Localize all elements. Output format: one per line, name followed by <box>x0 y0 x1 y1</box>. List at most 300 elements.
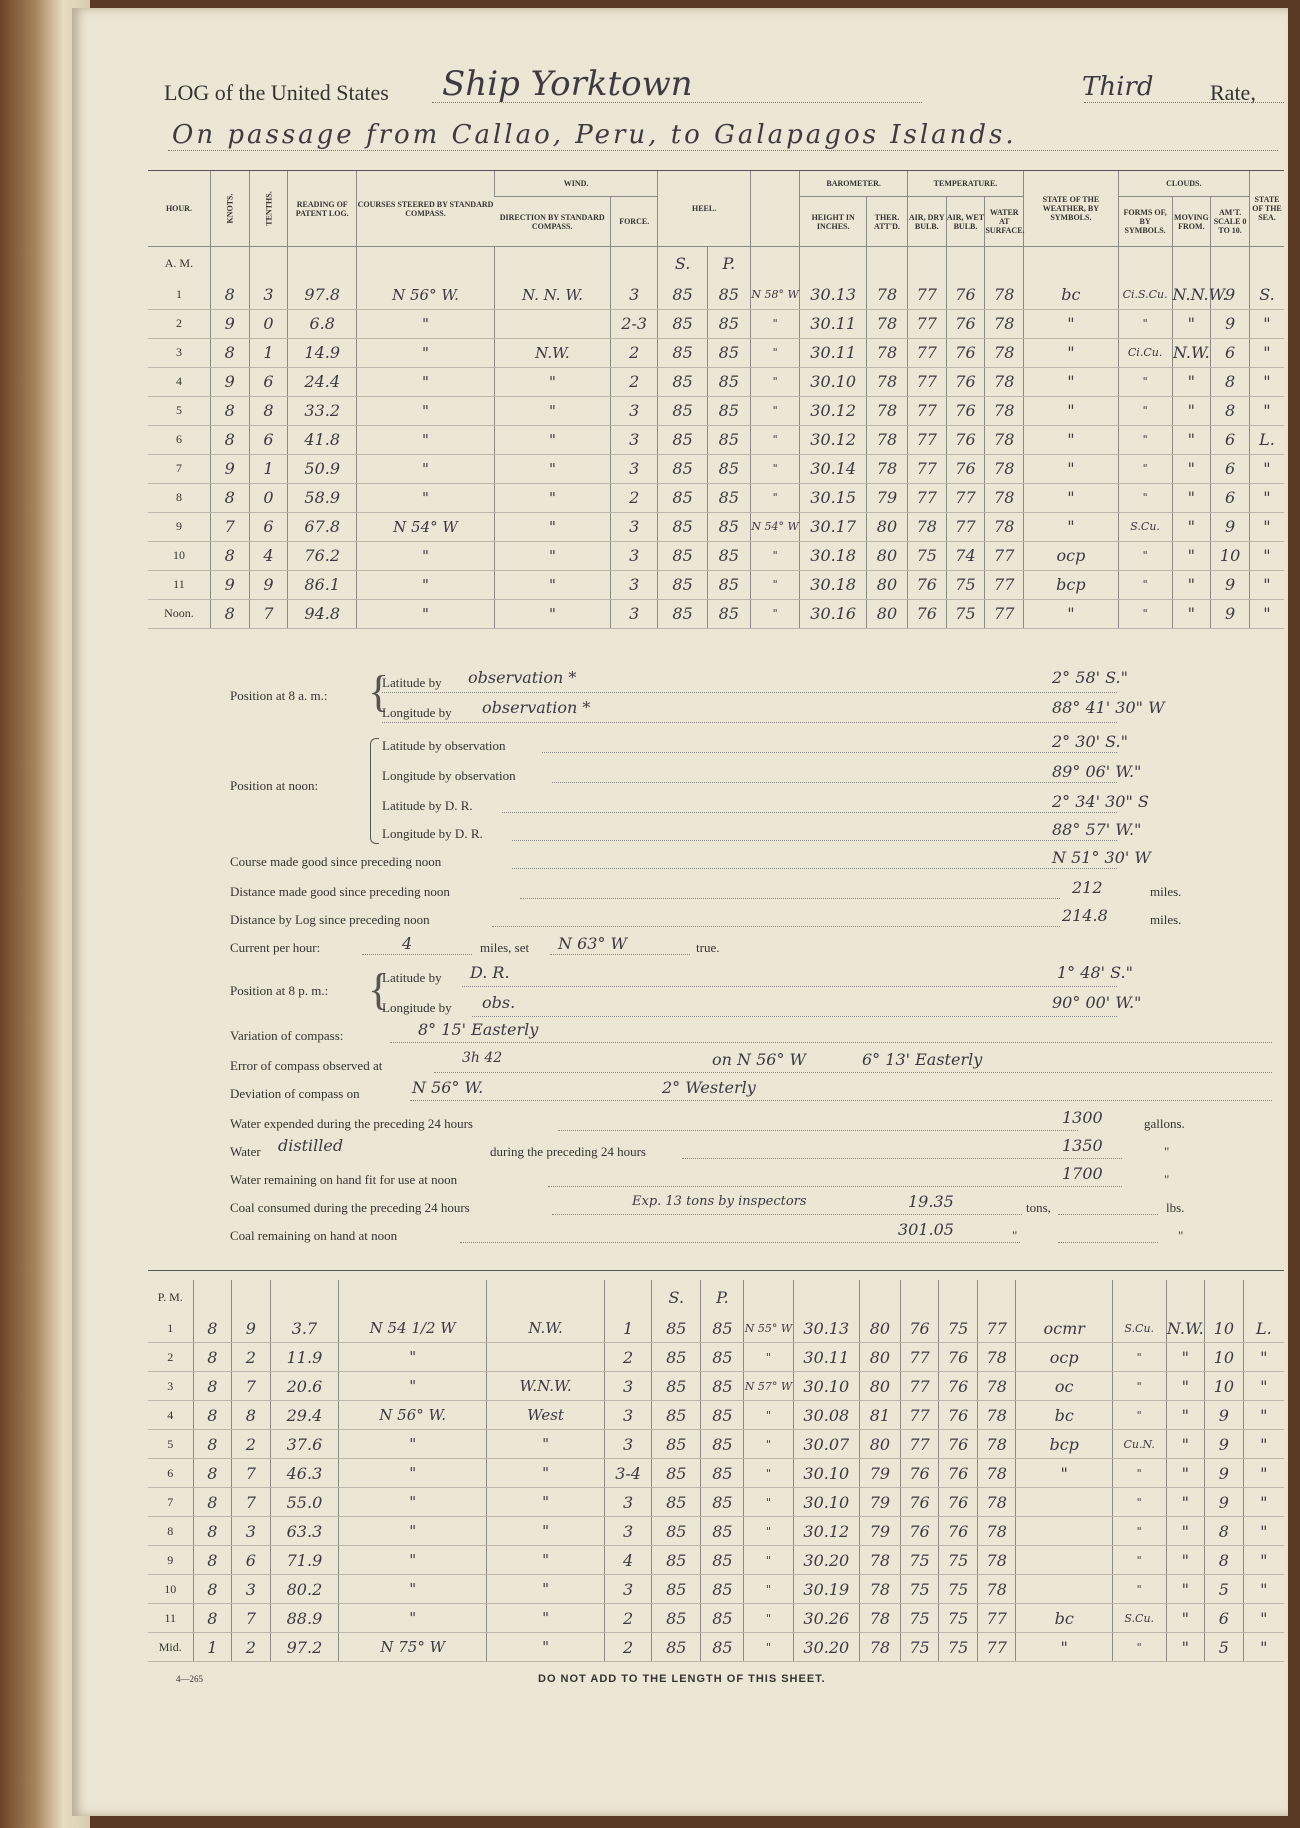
pm-cell-hour: 6 <box>148 1459 193 1488</box>
am-cell-sea-state: L. <box>1249 425 1284 454</box>
pm-cell-heel-course: " <box>744 1430 793 1459</box>
am-cell-baro-ther: 78 <box>867 338 908 367</box>
pos-8am-label: Position at 8 a. m.: <box>230 688 328 703</box>
pm-cell-course: " <box>339 1517 487 1546</box>
water-dist-dots <box>682 1158 1122 1159</box>
pm-cell-cloud-forms: " <box>1112 1401 1166 1430</box>
coal-rem-value: 301.05 <box>898 1220 954 1239</box>
pos-8pm-lat-method: D. R. <box>470 963 510 982</box>
am-cell-course: N 56° W. <box>357 281 495 310</box>
am-cell-cloud-amount: 6 <box>1211 425 1250 454</box>
deviation-label: Deviation of compass on <box>230 1086 360 1101</box>
pm-cell-weather: " <box>1016 1459 1112 1488</box>
am-cell-heel-course: " <box>750 483 799 512</box>
am-cell-cloud-moving: " <box>1172 483 1211 512</box>
am-cell-course: " <box>357 338 495 367</box>
am-cell-cloud-amount: 9 <box>1211 512 1250 541</box>
am-cell-tenths: 1 <box>249 454 288 483</box>
deviation-course: N 56° W. <box>412 1078 484 1097</box>
pm-cell-weather: bc <box>1016 1401 1112 1430</box>
brace-8pm: { <box>368 965 390 1014</box>
water-dist-value: 1350 <box>1062 1136 1103 1155</box>
am-cell-air-wet: 75 <box>946 599 985 628</box>
pos-8pm-lon-value: 90° 00' W." <box>1052 993 1142 1012</box>
am-cell-air-wet: 76 <box>946 425 985 454</box>
am-cell-heel-s: 85 <box>658 512 707 541</box>
am-cell-cloud-moving: " <box>1172 367 1211 396</box>
am-cell-knots: 9 <box>210 367 249 396</box>
col-weather: STATE OF THE WEATHER, BY SYMBOLS. <box>1024 171 1119 247</box>
pm-cell-air-dry: 76 <box>900 1517 939 1546</box>
pm-cell-patent-log: 29.4 <box>270 1401 339 1430</box>
col-wind: WIND. <box>494 171 658 197</box>
pm-cell-sea-state: " <box>1243 1372 1284 1401</box>
am-cell-cloud-moving: N.W. <box>1172 338 1211 367</box>
am-rows <box>148 247 1284 629</box>
pm-cell-patent-log: 37.6 <box>270 1430 339 1459</box>
pm-cell-patent-log: 71.9 <box>270 1546 339 1575</box>
col-clouds: CLOUDS. <box>1118 171 1249 197</box>
pm-cell-weather: oc <box>1016 1372 1112 1401</box>
pm-cell-heel-s: 85 <box>652 1459 701 1488</box>
coal-rem-ditto: " <box>1012 1228 1018 1243</box>
pm-cell-tenths: 7 <box>232 1604 271 1633</box>
am-cell-wind-dir: N.W. <box>494 338 610 367</box>
pm-cell-cloud-moving: " <box>1166 1372 1205 1401</box>
col-wind-dir: DIRECTION BY STANDARD COMPASS. <box>499 212 605 231</box>
am-cell-air-dry: 77 <box>907 309 946 338</box>
pm-cell-baro-height: 30.11 <box>793 1343 859 1372</box>
pm-cell-baro-height: 30.13 <box>793 1314 859 1343</box>
pm-cell-baro-height: 30.10 <box>793 1372 859 1401</box>
pm-cell-air-dry: 75 <box>900 1546 939 1575</box>
am-cell-hour: 1 <box>148 281 210 310</box>
coal-rem-lbs-dots <box>1058 1242 1158 1243</box>
am-cell-heel-course: " <box>750 425 799 454</box>
am-cell-heel-s: 85 <box>658 425 707 454</box>
current-dots <box>362 954 472 955</box>
am-cell-tenths: 6 <box>249 367 288 396</box>
pm-cell-wind-dir: " <box>487 1517 605 1546</box>
am-cell-knots: 9 <box>210 309 249 338</box>
am-cell-baro-height: 30.13 <box>800 281 867 310</box>
col-tenths: TENTHS. <box>249 171 288 247</box>
pos-8am-lon-label: Longitude by <box>382 705 452 720</box>
pm-cell-tenths: 3 <box>232 1575 271 1604</box>
footer-notice: DO NOT ADD TO THE LENGTH OF THIS SHEET. <box>538 1673 826 1685</box>
am-cell-cloud-moving: " <box>1172 512 1211 541</box>
am-cell-baro-ther: 80 <box>867 541 908 570</box>
am-cell-wind-force: 3 <box>611 396 658 425</box>
am-cell-patent-log: 33.2 <box>288 396 357 425</box>
water-dist-method: distilled <box>278 1136 344 1155</box>
pm-cell-water-temp: 78 <box>977 1517 1016 1546</box>
am-cell-cloud-forms: " <box>1118 541 1172 570</box>
am-cell-hour: 5 <box>148 396 210 425</box>
pm-cell-cloud-forms: " <box>1112 1343 1166 1372</box>
pm-cell-heel-p: 85 <box>701 1459 744 1488</box>
pm-cell-heel-course: " <box>744 1459 793 1488</box>
dist-log-dots <box>492 926 1060 927</box>
am-cell-course: " <box>357 599 495 628</box>
pos-8pm-lon-label: Longitude by <box>382 1000 452 1015</box>
am-cell-tenths: 4 <box>249 541 288 570</box>
pm-cell-heel-p: 85 <box>701 1314 744 1343</box>
pm-cell-water-temp: 78 <box>977 1430 1016 1459</box>
pm-cell-cloud-amount: 8 <box>1205 1546 1244 1575</box>
am-cell-sea-state: " <box>1249 396 1284 425</box>
am-cell-course: " <box>357 454 495 483</box>
pm-cell-heel-s: 85 <box>652 1517 701 1546</box>
am-cell-water-temp: 77 <box>985 599 1024 628</box>
pm-cell-tenths: 2 <box>232 1633 271 1662</box>
pm-cell-weather: ocmr <box>1016 1314 1112 1343</box>
am-cell-air-wet: 76 <box>946 281 985 310</box>
pm-cell-wind-force: 3 <box>605 1401 652 1430</box>
am-cell-weather: " <box>1024 599 1119 628</box>
am-cell-air-dry: 77 <box>907 454 946 483</box>
pm-cell-cloud-forms: " <box>1112 1488 1166 1517</box>
pm-cell-baro-ther: 78 <box>860 1604 901 1633</box>
am-cell-water-temp: 78 <box>985 454 1024 483</box>
am-cell-tenths: 6 <box>249 425 288 454</box>
pm-cell-cloud-forms: " <box>1112 1575 1166 1604</box>
pos-8pm-lon-method: obs. <box>482 993 516 1012</box>
pm-cell-baro-ther: 79 <box>860 1459 901 1488</box>
am-cell-water-temp: 78 <box>985 309 1024 338</box>
col-heel: HEEL. <box>658 171 751 247</box>
am-table-row <box>148 454 1284 483</box>
am-cell-baro-height: 30.12 <box>800 425 867 454</box>
pm-cell-cloud-amount: 5 <box>1205 1633 1244 1662</box>
water-exp-value: 1300 <box>1062 1108 1103 1127</box>
am-cell-wind-force: 3 <box>611 512 658 541</box>
am-table-row <box>148 367 1284 396</box>
am-cell-wind-force: 3 <box>611 454 658 483</box>
coal-cons-value: 19.35 <box>908 1192 954 1211</box>
pm-table-row <box>148 1459 1284 1488</box>
am-cell-air-dry: 77 <box>907 425 946 454</box>
am-cell-weather: ocp <box>1024 541 1119 570</box>
pos-8pm-lon-dots <box>472 1016 1117 1017</box>
pm-cell-patent-log: 20.6 <box>270 1372 339 1401</box>
am-cell-heel-s: 85 <box>658 454 707 483</box>
pm-cell-wind-dir: " <box>487 1459 605 1488</box>
pm-cell-air-wet: 76 <box>939 1459 978 1488</box>
pm-cell-water-temp: 78 <box>977 1459 1016 1488</box>
am-cell-heel-s: 85 <box>658 281 707 310</box>
am-cell-sea-state: " <box>1249 483 1284 512</box>
pm-cell-patent-log: 3.7 <box>270 1314 339 1343</box>
am-cell-heel-s: 85 <box>658 541 707 570</box>
water-exp-unit: gallons. <box>1144 1116 1185 1131</box>
am-cell-cloud-amount: 9 <box>1211 309 1250 338</box>
pm-cell-wind-dir: " <box>487 1575 605 1604</box>
pm-cell-cloud-moving: " <box>1166 1459 1205 1488</box>
pm-cell-knots: 8 <box>193 1546 232 1575</box>
pm-heel-s: S. <box>652 1280 701 1314</box>
pm-cell-air-wet: 76 <box>939 1372 978 1401</box>
am-cell-cloud-forms: " <box>1118 454 1172 483</box>
pm-cell-weather <box>1016 1488 1112 1517</box>
am-table-row <box>148 281 1284 310</box>
pm-cell-sea-state: " <box>1243 1546 1284 1575</box>
pm-cell-heel-course: " <box>744 1575 793 1604</box>
pm-cell-air-wet: 76 <box>939 1488 978 1517</box>
am-cell-cloud-moving: N.N.W. <box>1172 281 1211 310</box>
am-cell-air-wet: 76 <box>946 367 985 396</box>
am-cell-water-temp: 78 <box>985 396 1024 425</box>
pm-cell-sea-state: " <box>1243 1401 1284 1430</box>
am-table-row <box>148 338 1284 367</box>
am-cell-tenths: 9 <box>249 570 288 599</box>
pm-cell-wind-dir: West <box>487 1401 605 1430</box>
pm-cell-wind-dir: W.N.W. <box>487 1372 605 1401</box>
am-cell-knots: 7 <box>210 512 249 541</box>
am-cell-heel-p: 85 <box>707 367 750 396</box>
col-baro-height: HEIGHT IN INCHES. <box>800 197 867 247</box>
pm-cell-tenths: 7 <box>232 1372 271 1401</box>
am-cell-patent-log: 50.9 <box>288 454 357 483</box>
course-label: Course made good since preceding noon <box>230 854 442 869</box>
pm-cell-sea-state: " <box>1243 1459 1284 1488</box>
pm-cell-heel-p: 85 <box>701 1517 744 1546</box>
pm-cell-hour: 3 <box>148 1372 193 1401</box>
am-cell-heel-p: 85 <box>707 541 750 570</box>
noon-lon-obs-dots <box>552 782 1117 783</box>
am-cell-heel-course: N 54° W <box>750 512 799 541</box>
am-cell-cloud-amount: 8 <box>1211 396 1250 425</box>
col-patent-log: READING OF PATENT LOG. <box>288 171 357 247</box>
pm-cell-cloud-moving: " <box>1166 1401 1205 1430</box>
col-hour: HOUR. <box>148 171 210 247</box>
pm-table-row <box>148 1546 1284 1575</box>
coal-cons-dots <box>552 1214 1022 1215</box>
am-cell-heel-p: 85 <box>707 309 750 338</box>
pos-8pm-lat-label: Latitude by <box>382 970 442 985</box>
pm-cell-baro-ther: 79 <box>860 1517 901 1546</box>
am-cell-heel-s: 85 <box>658 599 707 628</box>
pos-8am-lon-value: 88° 41' 30" W <box>1052 698 1165 717</box>
am-cell-baro-ther: 78 <box>867 367 908 396</box>
pm-cell-heel-course: " <box>744 1401 793 1430</box>
am-heel-p: P. <box>707 247 750 281</box>
am-cell-cloud-forms: " <box>1118 396 1172 425</box>
am-cell-cloud-moving: " <box>1172 599 1211 628</box>
pm-cell-patent-log: 46.3 <box>270 1459 339 1488</box>
am-cell-hour: 2 <box>148 309 210 338</box>
pm-cell-tenths: 2 <box>232 1343 271 1372</box>
coal-rem-lbs-ditto: " <box>1178 1228 1184 1243</box>
am-cell-heel-p: 85 <box>707 483 750 512</box>
pm-cell-sea-state: " <box>1243 1430 1284 1459</box>
am-cell-cloud-moving: " <box>1172 309 1211 338</box>
pm-table-row <box>148 1517 1284 1546</box>
am-cell-cloud-amount: 10 <box>1211 541 1250 570</box>
am-cell-knots: 8 <box>210 338 249 367</box>
am-cell-baro-height: 30.15 <box>800 483 867 512</box>
pm-cell-sea-state: " <box>1243 1633 1284 1662</box>
pm-cell-heel-p: 85 <box>701 1488 744 1517</box>
course-dots <box>512 868 1117 869</box>
pm-cell-cloud-forms: " <box>1112 1633 1166 1662</box>
am-heel-s: S. <box>658 247 707 281</box>
pm-cell-course: " <box>339 1430 487 1459</box>
pm-cell-knots: 8 <box>193 1343 232 1372</box>
pm-cell-heel-course: " <box>744 1343 793 1372</box>
col-baro-ther: THER. ATT'D. <box>867 197 908 247</box>
pm-cell-sea-state: " <box>1243 1343 1284 1372</box>
dist-good-dots <box>520 898 1060 899</box>
pm-cell-weather <box>1016 1517 1112 1546</box>
pm-cell-knots: 1 <box>193 1633 232 1662</box>
pm-cell-air-dry: 76 <box>900 1459 939 1488</box>
am-cell-weather: " <box>1024 309 1119 338</box>
pm-cell-tenths: 7 <box>232 1488 271 1517</box>
am-cell-heel-p: 85 <box>707 599 750 628</box>
am-cell-heel-course: " <box>750 541 799 570</box>
am-cell-heel-s: 85 <box>658 396 707 425</box>
pos-8pm-lat-dots <box>462 986 1117 987</box>
deviation-dots <box>410 1100 1272 1101</box>
pm-cell-air-wet: 75 <box>939 1633 978 1662</box>
variation-label: Variation of compass: <box>230 1028 344 1043</box>
coal-cons-note: Exp. 13 tons by inspectors <box>632 1194 807 1209</box>
pm-cell-weather: " <box>1016 1633 1112 1662</box>
current-set: N 63° W <box>558 934 627 953</box>
am-cell-wind-dir: " <box>494 599 610 628</box>
am-cell-water-temp: 78 <box>985 425 1024 454</box>
pm-cell-wind-force: 2 <box>605 1604 652 1633</box>
pm-cell-cloud-amount: 6 <box>1205 1604 1244 1633</box>
am-cell-patent-log: 14.9 <box>288 338 357 367</box>
pm-heel-p: P. <box>701 1280 744 1314</box>
am-cell-wind-dir: " <box>494 396 610 425</box>
am-cell-baro-ther: 78 <box>867 425 908 454</box>
am-cell-hour: 11 <box>148 570 210 599</box>
am-cell-baro-height: 30.11 <box>800 309 867 338</box>
am-cell-weather: bcp <box>1024 570 1119 599</box>
coal-rem-label: Coal remaining on hand at noon <box>230 1228 398 1243</box>
am-cell-tenths: 1 <box>249 338 288 367</box>
pm-top-rule <box>148 1270 1284 1271</box>
coal-cons-tons: tons, <box>1026 1200 1051 1215</box>
pm-cell-wind-dir: " <box>487 1430 605 1459</box>
am-cell-cloud-amount: 6 <box>1211 338 1250 367</box>
pm-cell-hour: 10 <box>148 1575 193 1604</box>
coal-cons-label: Coal consumed during the preceding 24 hours <box>230 1200 470 1215</box>
am-cell-knots: 8 <box>210 425 249 454</box>
pm-cell-hour: 9 <box>148 1546 193 1575</box>
pm-cell-heel-course: " <box>744 1517 793 1546</box>
am-cell-heel-course: " <box>750 367 799 396</box>
am-cell-air-dry: 77 <box>907 367 946 396</box>
am-cell-heel-s: 85 <box>658 367 707 396</box>
am-cell-weather: " <box>1024 512 1119 541</box>
pm-cell-air-dry: 75 <box>900 1575 939 1604</box>
pm-cell-patent-log: 80.2 <box>270 1575 339 1604</box>
am-cell-heel-p: 85 <box>707 396 750 425</box>
am-cell-baro-height: 30.12 <box>800 396 867 425</box>
rate-hand: Third <box>1082 72 1154 102</box>
pm-cell-water-temp: 77 <box>977 1604 1016 1633</box>
pm-cell-cloud-amount: 9 <box>1205 1488 1244 1517</box>
pm-cell-wind-force: 2 <box>605 1343 652 1372</box>
pm-cell-baro-ther: 80 <box>860 1314 901 1343</box>
course-value: N 51° 30' W <box>1052 848 1151 867</box>
pm-cell-wind-force: 1 <box>605 1314 652 1343</box>
pm-cell-wind-dir: N.W. <box>487 1314 605 1343</box>
am-cell-air-wet: 74 <box>946 541 985 570</box>
pm-cell-patent-log: 11.9 <box>270 1343 339 1372</box>
am-table-row <box>148 396 1284 425</box>
pm-cell-air-wet: 75 <box>939 1314 978 1343</box>
pm-cell-weather: ocp <box>1016 1343 1112 1372</box>
pm-cell-cloud-moving: " <box>1166 1430 1205 1459</box>
pm-cell-knots: 8 <box>193 1517 232 1546</box>
am-cell-water-temp: 77 <box>985 570 1024 599</box>
error-dots <box>434 1072 1272 1073</box>
pm-cell-hour: 4 <box>148 1401 193 1430</box>
pm-cell-wind-dir: " <box>487 1488 605 1517</box>
pm-cell-heel-p: 85 <box>701 1604 744 1633</box>
am-table-row <box>148 425 1284 454</box>
pm-cell-cloud-moving: " <box>1166 1604 1205 1633</box>
pm-cell-air-dry: 77 <box>900 1343 939 1372</box>
pm-cell-cloud-forms: S.Cu. <box>1112 1604 1166 1633</box>
pm-cell-air-dry: 77 <box>900 1430 939 1459</box>
am-cell-water-temp: 78 <box>985 338 1024 367</box>
am-cell-hour: 9 <box>148 512 210 541</box>
pm-cell-wind-dir: " <box>487 1546 605 1575</box>
pos-noon-label: Position at noon: <box>230 778 319 793</box>
form-number: 4—265 <box>176 1674 203 1684</box>
am-cell-heel-course: N 58° W <box>750 281 799 310</box>
col-blank <box>750 171 799 247</box>
am-cell-baro-ther: 78 <box>867 454 908 483</box>
am-cell-weather: " <box>1024 425 1119 454</box>
log-title-prefix: LOG of the United States <box>164 80 389 105</box>
pm-cell-cloud-amount: 10 <box>1205 1314 1244 1343</box>
pm-cell-heel-s: 85 <box>652 1546 701 1575</box>
error-course: on N 56° W <box>712 1050 806 1069</box>
pos-8am-lat-label: Latitude by <box>382 675 442 690</box>
pm-cell-weather: bcp <box>1016 1430 1112 1459</box>
am-cell-heel-p: 85 <box>707 338 750 367</box>
am-cell-hour: 10 <box>148 541 210 570</box>
water-rem-dots <box>548 1186 1122 1187</box>
am-cell-heel-s: 85 <box>658 309 707 338</box>
am-cell-heel-p: 85 <box>707 425 750 454</box>
brace-8am: { <box>368 667 390 716</box>
am-cell-air-wet: 75 <box>946 570 985 599</box>
col-barometer: BAROMETER. <box>800 171 908 197</box>
noon-lon-obs-value: 89° 06' W." <box>1052 762 1142 781</box>
pm-cell-knots: 8 <box>193 1575 232 1604</box>
am-cell-baro-ther: 79 <box>867 483 908 512</box>
pm-cell-cloud-forms: " <box>1112 1546 1166 1575</box>
pm-cell-wind-dir: " <box>487 1604 605 1633</box>
pos-8am-lon-dots <box>382 722 1117 723</box>
am-cell-course: " <box>357 570 495 599</box>
am-cell-cloud-forms: " <box>1118 570 1172 599</box>
dist-log-unit: miles. <box>1150 912 1182 927</box>
pm-cell-course: " <box>339 1604 487 1633</box>
pm-cell-baro-ther: 80 <box>860 1430 901 1459</box>
am-cell-course: " <box>357 309 495 338</box>
col-sea: STATE OF THE SEA. <box>1249 171 1284 247</box>
pm-cell-air-dry: 76 <box>900 1488 939 1517</box>
